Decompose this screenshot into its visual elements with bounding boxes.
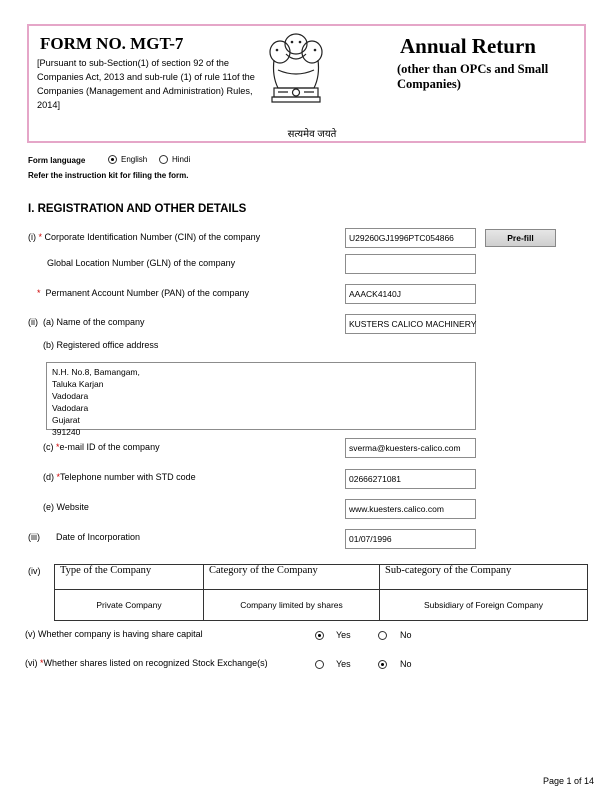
company-name-row — [28, 317, 145, 327]
listed-row-label — [25, 658, 268, 668]
required-star: * — [37, 288, 41, 298]
cin-row-label — [28, 232, 260, 242]
address-line: Vadodara — [52, 403, 89, 413]
website-field[interactable]: www.kuesters.calico.com — [345, 499, 476, 519]
phone-prefix: (d) — [43, 472, 54, 482]
listed-label: Whether shares listed on recognized Stock Exchange(s) — [43, 658, 268, 668]
email-field[interactable]: sverma@kuesters-calico.com — [345, 438, 476, 458]
instruction-text: Refer the instruction kit for filing the form. — [28, 171, 189, 180]
email-label: e-mail ID of the company — [59, 442, 160, 452]
english-label: English — [121, 155, 148, 164]
emblem-motto: सत्यमेव जयते — [287, 129, 337, 140]
page-number: Page 1 of 14 — [543, 776, 595, 786]
company-name-label: (a) Name of the company — [43, 317, 145, 327]
phone-row-label — [43, 472, 196, 482]
required-star: * — [38, 232, 43, 242]
pan-label: Permanent Account Number (PAN) of the company — [45, 288, 249, 298]
incorporation-date-field[interactable]: 01/07/1996 — [345, 529, 476, 549]
required-star: * — [40, 658, 44, 668]
form-language-label: Form language — [28, 156, 86, 165]
national-emblem-icon — [264, 30, 328, 118]
return-subtitle: (other than OPCs and Small Companies) — [397, 62, 549, 91]
listed-no-radio[interactable] — [378, 660, 387, 669]
required-star: * — [56, 442, 60, 452]
gln-field[interactable] — [345, 254, 476, 274]
address-line: Gujarat — [52, 415, 80, 425]
listed-prefix: (vi) — [25, 658, 38, 668]
return-title: Annual Return — [400, 34, 536, 58]
category-value: Company limited by shares — [204, 590, 380, 621]
address-line: Taluka Karjan — [52, 379, 104, 389]
company-table-number: (iv) — [28, 566, 41, 576]
listed-no-label: No — [400, 659, 412, 669]
incorporation-label: Date of Incorporation — [56, 532, 141, 542]
company-name-field[interactable]: KUSTERS CALICO MACHINERY — [345, 314, 476, 334]
section-title: I. REGISTRATION AND OTHER DETAILS — [28, 203, 247, 215]
subcategory-header: Sub-category of the Company — [380, 565, 588, 590]
pan-row-label — [37, 288, 249, 298]
phone-field[interactable]: 02666271081 — [345, 469, 476, 489]
address-line: Vadodara — [52, 391, 89, 401]
pan-field[interactable]: AAACK4140J — [345, 284, 476, 304]
prefill-button[interactable]: Pre-fill — [485, 229, 556, 247]
form-number: FORM NO. MGT-7 — [40, 34, 184, 53]
required-star: * — [56, 472, 61, 482]
company-type-table — [54, 564, 588, 621]
listed-yes-label: Yes — [336, 659, 351, 669]
share-capital-no-label: No — [400, 630, 412, 640]
email-prefix: (c) — [43, 442, 54, 452]
cin-label: Corporate Identification Number (CIN) of the company — [44, 232, 261, 242]
address-line: 391240 — [52, 427, 81, 437]
phone-label: Telephone number with STD code — [60, 472, 196, 482]
hindi-label: Hindi — [172, 155, 191, 164]
address-line: N.H. No.8, Bamangam, — [52, 367, 140, 377]
english-radio[interactable] — [108, 155, 117, 164]
share-capital-no-radio[interactable] — [378, 631, 387, 640]
type-value: Private Company — [55, 590, 204, 621]
gln-label: Global Location Number (GLN) of the company — [47, 258, 236, 268]
cin-field[interactable]: U29260GJ1996PTC054866 — [345, 228, 476, 248]
share-capital-label: (v) Whether company is having share capital — [25, 629, 203, 639]
website-label: (e) Website — [43, 502, 89, 512]
hindi-radio[interactable] — [159, 155, 168, 164]
type-header: Type of the Company — [55, 565, 204, 590]
cin-number: (i) — [28, 232, 36, 242]
subcategory-value: Subsidiary of Foreign Company — [380, 590, 588, 621]
pursuant-text: [Pursuant to sub-Section(1) of section 92 of the Companies Act, 2013 and sub-rule (1) of rule 11of the Companies (Management and Administration) Rules, 2014] — [37, 58, 255, 110]
email-row-label — [43, 442, 160, 452]
share-capital-yes-label: Yes — [336, 630, 351, 640]
address-label: (b) Registered office address — [43, 340, 159, 350]
share-capital-yes-radio[interactable] — [315, 631, 324, 640]
company-name-number: (ii) — [28, 317, 38, 327]
listed-yes-radio[interactable] — [315, 660, 324, 669]
address-field[interactable] — [46, 362, 476, 437]
category-header: Category of the Company — [204, 565, 380, 590]
incorporation-number: (iii) — [28, 532, 40, 542]
